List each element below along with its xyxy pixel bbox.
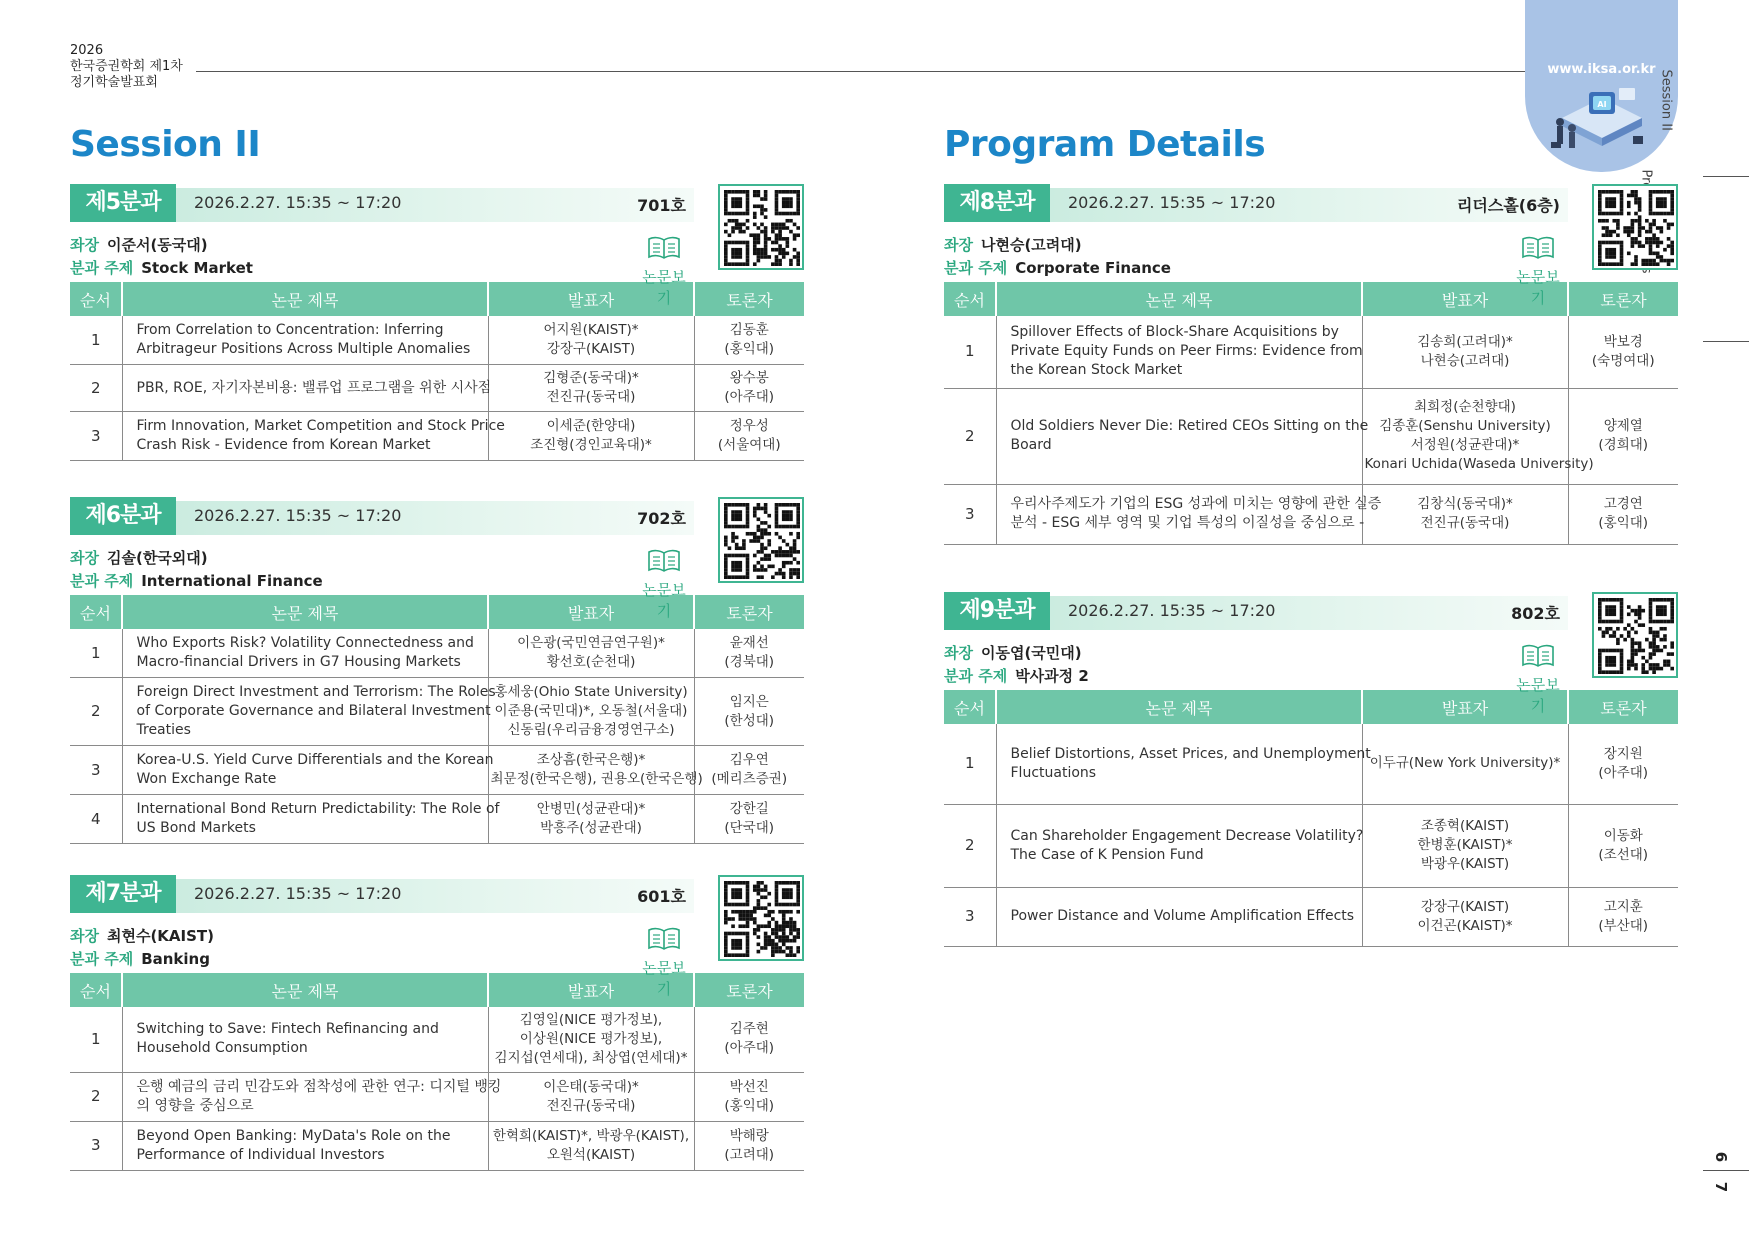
discussant-line: 정우성 — [729, 418, 769, 434]
presenter-line: 이두규(New York University)* — [1369, 755, 1561, 772]
chair-name: 나현승(고려대) — [980, 236, 1082, 254]
chair-name: 김솔(한국외대) — [106, 549, 208, 567]
presenter-line: 강장구(KAIST) — [1420, 898, 1510, 915]
discussant-line: 양제열 — [1603, 418, 1643, 434]
presenter-line: 최희정(순천향대) — [1414, 399, 1516, 415]
discussant-line: 고지훈 — [1603, 898, 1643, 915]
discussant-line: (조선대) — [1598, 846, 1649, 863]
discussant — [694, 629, 804, 678]
topic-name: International Finance — [141, 572, 323, 590]
table-row — [70, 1121, 804, 1170]
chair-name: 이동엽(국민대) — [980, 644, 1082, 662]
row-number: 1 — [944, 316, 996, 388]
topic-name: Banking — [141, 950, 210, 968]
chair-row — [944, 642, 1678, 665]
paper-title-line: 분석 - ESG 세부 영역 및 기업 특성의 이질성을 중심으로 - — [1010, 515, 1365, 531]
topic-name: Corporate Finance — [1015, 259, 1171, 277]
row-number: 2 — [70, 678, 122, 746]
row-number: 1 — [70, 316, 122, 365]
presenter-line: 신동림(우리금융경영연구소) — [507, 722, 675, 738]
table-header-row — [70, 973, 804, 1007]
discussant-line: (단국대) — [724, 820, 775, 836]
session-datetime: 2026.2.27. 15:35 ~ 17:20 — [194, 884, 402, 903]
session-header — [70, 184, 804, 226]
discussant — [1568, 484, 1678, 544]
session-table — [70, 595, 804, 844]
paper-title-line: 은행 예금의 금리 민감도와 점착성에 관한 연구: 디지털 뱅킹 — [136, 1078, 502, 1095]
header-discussant: 토론자 — [694, 595, 804, 629]
session-table — [70, 973, 804, 1171]
view-paper-button[interactable] — [636, 236, 692, 308]
header-title: 논문 제목 — [122, 973, 488, 1007]
presenter-line: 김창식(동국대)* — [1417, 496, 1513, 512]
paper-title-line: Arbitrageur Positions Across Multiple Anomalies — [136, 341, 471, 357]
session-block — [70, 184, 804, 461]
event-name: 한국증권학회 제1차 — [70, 59, 183, 74]
presenters — [488, 412, 694, 461]
header-no: 순서 — [944, 282, 996, 316]
presenters — [1362, 804, 1568, 887]
presenter-line: 나현승(고려대) — [1420, 352, 1510, 369]
header-presenter: 발표자 — [488, 973, 694, 1007]
paper-title-line: Korea-U.S. Yield Curve Differentials and the Korean — [136, 752, 494, 768]
topic-label: 분과 주제 — [944, 259, 1008, 277]
table-header-row — [70, 595, 804, 629]
chair-row — [70, 547, 804, 570]
discussant-line: 장지원 — [1603, 745, 1643, 762]
discussant-line: (고려대) — [724, 1146, 775, 1163]
discussant-line: (홍익대) — [724, 341, 775, 357]
discussant-line: 왕수봉 — [729, 370, 769, 386]
session-room: 802호 — [1511, 604, 1560, 623]
event-year: 2026 — [70, 43, 104, 58]
presenter-line: 한혁희(KAIST)*, 박광우(KAIST), — [492, 1127, 690, 1144]
discussant-line: 박보경 — [1603, 333, 1643, 350]
presenter-line: 최문정(한국은행), 권용오(한국은행) — [490, 771, 703, 787]
row-number: 2 — [70, 365, 122, 412]
open-book-icon — [1521, 653, 1555, 672]
presenters — [488, 629, 694, 678]
discussant-line: (서울여대) — [717, 437, 781, 453]
presenter-line: 김지섭(연세대), 최상엽(연세대)* — [494, 1049, 688, 1066]
row-number: 3 — [944, 887, 996, 946]
discussant — [1568, 724, 1678, 804]
view-paper-button[interactable] — [1510, 236, 1566, 308]
table-row — [944, 484, 1678, 544]
session-header — [944, 592, 1678, 634]
view-paper-label: 논문보기 — [1516, 676, 1560, 715]
discussant-line: 박선진 — [729, 1078, 769, 1095]
presenter-line: 김영일(NICE 평가정보), — [519, 1011, 663, 1028]
table-header-row — [944, 282, 1678, 316]
presenters — [1362, 724, 1568, 804]
row-number: 3 — [70, 746, 122, 795]
presenter-line: 전진규(동국대) — [546, 389, 636, 405]
discussant — [694, 1121, 804, 1170]
presenter-line: 이준용(국민대)*, 오동철(서울대) — [494, 703, 688, 719]
header-no: 순서 — [944, 690, 996, 724]
session-block — [70, 875, 804, 1171]
paper-title[interactable] — [122, 365, 492, 412]
presenters — [488, 316, 694, 365]
paper-title-line: International Bond Return Predictability: The Role of — [136, 801, 500, 817]
header-presenter: 발표자 — [488, 595, 694, 629]
open-book-icon — [1521, 245, 1555, 264]
presenters — [1362, 887, 1568, 946]
view-paper-button[interactable] — [1510, 644, 1566, 716]
session-datetime: 2026.2.27. 15:35 ~ 17:20 — [194, 506, 402, 525]
presenter-line: 조상흠(한국은행)* — [536, 752, 646, 768]
discussant — [694, 795, 804, 844]
presenters — [488, 746, 703, 795]
view-paper-label: 논문보기 — [1516, 268, 1560, 307]
discussant — [694, 365, 804, 412]
paper-title-line: From Correlation to Concentration: Inferring — [136, 322, 444, 338]
session-table — [944, 690, 1678, 947]
presenter-line: 전진규(동국대) — [1420, 515, 1510, 531]
website-link[interactable]: www.iksa.or.kr — [1547, 62, 1656, 77]
header-discussant: 토론자 — [1568, 282, 1678, 316]
topic-row — [70, 257, 804, 280]
paper-title-line: Performance of Individual Investors — [136, 1146, 385, 1163]
discussant-line: 김주현 — [729, 1021, 769, 1038]
topic-label: 분과 주제 — [70, 950, 134, 968]
discussant-line: 박해랑 — [729, 1127, 769, 1144]
presenters — [1362, 388, 1594, 484]
paper-title-line: Household Consumption — [136, 1040, 308, 1057]
paper-title-line: the Korean Stock Market — [1010, 362, 1183, 379]
header-discussant: 토론자 — [694, 282, 804, 316]
table-row — [944, 316, 1678, 388]
paper-title-line: Firm Innovation, Market Competition and Stock Price — [136, 418, 505, 434]
header-discussant: 토론자 — [1568, 690, 1678, 724]
paper-title-line: Fluctuations — [1010, 764, 1097, 781]
discussant-line: 고경연 — [1603, 496, 1643, 512]
side-divider-2 — [1703, 341, 1749, 342]
paper-title-line: PBR, ROE, 자기자본비용: 밸류업 프로그램을 위한 시사점 — [136, 379, 492, 396]
discussant-line: (부산대) — [1598, 917, 1649, 934]
paper-title[interactable] — [122, 629, 488, 678]
table-row — [944, 804, 1678, 887]
event-header — [70, 43, 183, 91]
topic-name: Stock Market — [141, 259, 253, 277]
presenter-line: 이은광(국민연금연구원)* — [517, 635, 665, 651]
header-title: 논문 제목 — [996, 690, 1362, 724]
session-header — [70, 875, 804, 917]
paper-title-line: Who Exports Risk? Volatility Connectedness and — [136, 635, 474, 651]
paper-title[interactable] — [122, 1121, 488, 1170]
paper-title[interactable] — [122, 795, 500, 844]
discussant — [694, 316, 804, 365]
open-book-icon — [647, 558, 681, 577]
view-paper-label: 논문보기 — [642, 581, 686, 620]
paper-title[interactable] — [996, 724, 1371, 804]
paper-title-line: 의 영향을 중심으로 — [136, 1097, 254, 1114]
presenters — [488, 1007, 694, 1072]
header-discussant: 토론자 — [694, 973, 804, 1007]
chair-name: 최현수(KAIST) — [106, 927, 215, 945]
header-no: 순서 — [70, 282, 122, 316]
discussant — [694, 1072, 804, 1121]
row-number: 3 — [70, 1121, 122, 1170]
presenter-line: 박광우(KAIST) — [1420, 856, 1510, 872]
paper-title-line: Crash Risk - Evidence from Korean Market — [136, 437, 431, 453]
chair-row — [70, 234, 804, 257]
paper-title[interactable] — [122, 1072, 502, 1121]
chair-label: 좌장 — [70, 549, 99, 567]
discussant-line: 김우연 — [729, 752, 769, 768]
discussant-line: 임지은 — [729, 693, 769, 710]
table-row — [70, 795, 804, 844]
row-number: 3 — [70, 412, 122, 461]
open-book-icon — [647, 936, 681, 955]
paper-title[interactable] — [996, 484, 1382, 544]
table-header-row — [70, 282, 804, 316]
session-badge: 제8분과 — [944, 184, 1050, 222]
session-header — [70, 497, 804, 539]
session-datetime: 2026.2.27. 15:35 ~ 17:20 — [1068, 193, 1276, 212]
paper-title-line: US Bond Markets — [136, 820, 256, 836]
session-badge: 제5분과 — [70, 184, 176, 222]
page-number-left: 6 — [1712, 1151, 1731, 1163]
discussant — [1568, 316, 1678, 388]
presenters — [488, 1121, 694, 1170]
presenter-line: 한병훈(KAIST)* — [1417, 837, 1513, 853]
page-number-right: 7 — [1712, 1181, 1731, 1193]
chair-label: 좌장 — [70, 236, 99, 254]
presenters — [1362, 484, 1568, 544]
session-table — [944, 282, 1678, 545]
topic-row — [944, 665, 1678, 688]
session-room: 601호 — [637, 887, 686, 906]
topic-row — [944, 257, 1678, 280]
row-number: 2 — [70, 1072, 122, 1121]
presenter-line: 강장구(KAIST) — [546, 341, 636, 357]
discussant-line: 윤재선 — [729, 635, 769, 651]
paper-title[interactable] — [122, 746, 494, 795]
session-table — [70, 282, 804, 461]
discussant — [694, 678, 804, 746]
chair-label: 좌장 — [70, 927, 99, 945]
paper-title-line: Can Shareholder Engagement Decrease Volatility? — [1010, 827, 1364, 844]
paper-title[interactable] — [996, 388, 1369, 484]
row-number: 1 — [944, 724, 996, 804]
session-datetime: 2026.2.27. 15:35 ~ 17:20 — [1068, 601, 1276, 620]
row-number: 1 — [70, 1007, 122, 1072]
table-row — [70, 365, 804, 412]
view-paper-label: 논문보기 — [642, 268, 686, 307]
paper-title-line: Belief Distortions, Asset Prices, and Unemployment — [1010, 745, 1371, 762]
discussant-line: 김동훈 — [729, 322, 769, 338]
presenter-line: 조진형(경인교육대)* — [530, 437, 652, 453]
paper-title-line: Treaties — [136, 722, 191, 738]
presenter-line: 전진규(동국대) — [546, 1097, 636, 1114]
view-paper-label: 논문보기 — [642, 959, 686, 998]
header-title: 논문 제목 — [122, 282, 488, 316]
discussant — [1568, 887, 1678, 946]
header-divider — [196, 71, 1526, 72]
table-row — [944, 724, 1678, 804]
row-number: 2 — [944, 804, 996, 887]
paper-title[interactable] — [122, 1007, 488, 1072]
paper-title[interactable] — [996, 316, 1362, 388]
discussant-line: (아주대) — [724, 1040, 775, 1057]
session-room: 702호 — [637, 509, 686, 528]
discussant-line: 강한길 — [729, 801, 769, 817]
paper-title-line: Private Equity Funds on Peer Firms: Evidence from — [1010, 343, 1363, 360]
paper-title-line: Beyond Open Banking: MyData's Role on the — [136, 1127, 451, 1144]
presenter-line: 어지원(KAIST)* — [543, 322, 639, 338]
paper-title-line: of Corporate Governance and Bilateral Investment — [136, 703, 491, 719]
discussant — [1568, 804, 1678, 887]
svg-text:AI: AI — [1597, 100, 1607, 109]
row-number: 2 — [944, 388, 996, 484]
paper-title-line: Spillover Effects of Block-Share Acquisitions by — [1010, 324, 1339, 341]
discussant-line: (홍익대) — [724, 1097, 775, 1114]
chair-label: 좌장 — [944, 644, 973, 662]
topic-row — [70, 948, 804, 971]
chair-row — [944, 234, 1678, 257]
row-number: 4 — [70, 795, 122, 844]
session-room: 701호 — [637, 196, 686, 215]
session-datetime: 2026.2.27. 15:35 ~ 17:20 — [194, 193, 402, 212]
topic-label: 분과 주제 — [70, 259, 134, 277]
session-block — [944, 184, 1678, 545]
discussant-line: (숙명여대) — [1591, 352, 1655, 369]
presenter-line: 오원석(KAIST) — [546, 1146, 636, 1163]
presenter-line: 홍세웅(Ohio State University) — [494, 684, 688, 700]
table-row — [944, 887, 1678, 946]
discussant-line: (아주대) — [724, 389, 775, 405]
table-row — [70, 1072, 804, 1121]
presenter-line: 김종훈(Senshu University) — [1379, 418, 1551, 434]
header-presenter: 발표자 — [1362, 282, 1568, 316]
chair-row — [70, 925, 804, 948]
paper-title-line: The Case of K Pension Fund — [1010, 846, 1204, 863]
presenter-line: 안병민(성균관대)* — [536, 801, 646, 817]
presenter-line: Konari Uchida(Waseda University) — [1364, 456, 1594, 472]
paper-title[interactable] — [122, 316, 488, 365]
page-title-left: Session II — [70, 124, 261, 165]
view-paper-button[interactable] — [636, 549, 692, 621]
presenter-line: 이상원(NICE 평가정보), — [519, 1030, 663, 1047]
session-header — [944, 184, 1678, 226]
session-badge: 제7분과 — [70, 875, 176, 913]
chair-name: 이준서(동국대) — [106, 236, 208, 254]
presenters — [488, 365, 694, 412]
discussant-line: (메리츠증권) — [711, 771, 788, 787]
website-tab — [1525, 0, 1678, 172]
ai-illustration-icon — [1547, 86, 1657, 164]
topic-row — [70, 570, 804, 593]
paper-title[interactable] — [122, 678, 496, 746]
paper-title[interactable] — [996, 887, 1362, 946]
header-title: 논문 제목 — [996, 282, 1362, 316]
open-book-icon — [647, 245, 681, 264]
session-block — [70, 497, 804, 844]
row-number: 3 — [944, 484, 996, 544]
session-block — [944, 592, 1678, 947]
paper-title-line: Switching to Save: Fintech Refinancing and — [136, 1021, 439, 1038]
discussant-line: (아주대) — [1598, 764, 1649, 781]
presenter-line: 조종혁(KAIST) — [1420, 818, 1510, 834]
table-row — [944, 388, 1678, 484]
presenter-line: 박흥주(성균관대) — [540, 820, 642, 836]
chair-label: 좌장 — [944, 236, 973, 254]
paper-title[interactable] — [122, 412, 505, 461]
presenter-line: 이건곤(KAIST)* — [1417, 917, 1513, 934]
presenters — [488, 678, 694, 746]
paper-title-line: Board — [1010, 437, 1052, 453]
table-row — [70, 412, 804, 461]
topic-label: 분과 주제 — [944, 667, 1008, 685]
header-no: 순서 — [70, 595, 122, 629]
header-presenter: 발표자 — [1362, 690, 1568, 724]
side-divider-3 — [1703, 1170, 1749, 1171]
discussant-line: 이동화 — [1603, 827, 1643, 844]
paper-title-line: Macro-financial Drivers in G7 Housing Markets — [136, 654, 461, 670]
paper-title-line: Won Exchange Rate — [136, 771, 277, 787]
paper-title-line: Power Distance and Volume Amplification Effects — [1010, 908, 1355, 924]
session-badge: 제9분과 — [944, 592, 1050, 630]
page-title-right: Program Details — [944, 124, 1266, 165]
paper-title-line: 우리사주제도가 기업의 ESG 성과에 미치는 영향에 관한 실증 — [1010, 496, 1382, 512]
discussant — [694, 412, 804, 461]
presenters — [488, 1072, 694, 1121]
view-paper-button[interactable] — [636, 927, 692, 999]
table-row — [70, 678, 804, 746]
side-label-session: Session II — [1658, 69, 1674, 131]
event-subtitle: 정기학술발표회 — [70, 75, 158, 90]
paper-title-line: Foreign Direct Investment and Terrorism: The Roles — [136, 684, 496, 700]
table-row — [70, 316, 804, 365]
header-title: 논문 제목 — [122, 595, 488, 629]
presenters — [1362, 316, 1568, 388]
discussant-line: (경희대) — [1598, 437, 1649, 453]
paper-title[interactable] — [996, 804, 1362, 887]
table-row — [70, 746, 804, 795]
presenter-line: 김송희(고려대)* — [1417, 333, 1513, 350]
topic-name: 박사과정 2 — [1015, 667, 1089, 685]
session-room: 리더스홀(6층) — [1456, 196, 1560, 215]
session-badge: 제6분과 — [70, 497, 176, 535]
topic-label: 분과 주제 — [70, 572, 134, 590]
presenter-line: 김형준(동국대)* — [543, 370, 639, 386]
table-header-row — [944, 690, 1678, 724]
side-divider-1 — [1703, 176, 1749, 177]
presenter-line: 이세준(한양대) — [546, 418, 636, 434]
presenters — [488, 795, 694, 844]
discussant — [694, 746, 804, 795]
table-row — [70, 1007, 804, 1072]
discussant-line: (홍익대) — [1598, 515, 1649, 531]
header-presenter: 발표자 — [488, 282, 694, 316]
discussant — [694, 1007, 804, 1072]
discussant-line: (한성대) — [724, 712, 775, 729]
presenter-line: 이은태(동국대)* — [543, 1078, 639, 1095]
header-no: 순서 — [70, 973, 122, 1007]
presenter-line: 서정원(성균관대)* — [1410, 437, 1520, 453]
discussant-line: (경북대) — [724, 654, 775, 670]
table-row — [70, 629, 804, 678]
row-number: 1 — [70, 629, 122, 678]
paper-title-line: Old Soldiers Never Die: Retired CEOs Sitting on the — [1010, 418, 1369, 434]
presenter-line: 황선호(순천대) — [546, 654, 636, 670]
